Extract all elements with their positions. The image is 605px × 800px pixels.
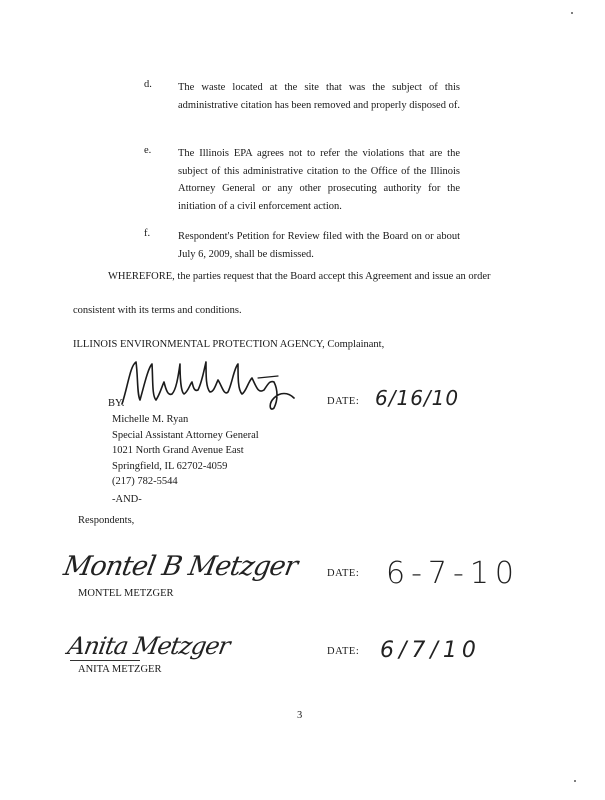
item-d-text: The waste located at the site that was the subject of this administrative citation has been removed and properly disposed of. <box>178 82 460 111</box>
and-label: -AND- <box>112 494 142 505</box>
item-f-text: Respondent's Petition for Review filed with the Board on or about July 6, 2009, shall be dismissed. <box>178 231 460 260</box>
montel-name: MONTEL METZGER <box>78 588 174 599</box>
item-f-letter: f. <box>144 228 151 239</box>
wherefore-line-2: consistent with its terms and conditions. <box>73 305 242 316</box>
montel-date-label: DATE: <box>327 568 360 579</box>
signer-phone: (217) 782-5544 <box>112 476 178 487</box>
by-label: BY: <box>108 398 125 409</box>
scan-speck <box>574 780 576 782</box>
complainant-date-label: DATE: <box>327 396 360 407</box>
complainant-date-handwritten: 6/16/10 <box>375 386 460 410</box>
montel-signature: Montel B Metzger <box>61 551 300 582</box>
complainant-contact-block <box>112 412 259 490</box>
signer-name: Michelle M. Ryan <box>112 414 189 425</box>
page-number: 3 <box>297 710 303 721</box>
item-e-text: The Illinois EPA agrees not to refer the violations that are the subject of this administrative citation to the Office of the Illinois Attorney General or any other prosecuting authority for the initiation of a civil enforcement action. <box>178 148 460 212</box>
wherefore-line-1: WHEREFORE, the parties request that the Board accept this Agreement and issue an order <box>108 271 491 282</box>
anita-signature: Anita Metzger <box>65 632 232 660</box>
item-e-letter: e. <box>144 145 152 156</box>
complainant-signature-icon <box>118 356 328 414</box>
complainant-heading: ILLINOIS ENVIRONMENTAL PROTECTION AGENCY, Complainant, <box>73 339 385 350</box>
respondents-label: Respondents, <box>78 515 135 526</box>
scan-speck <box>571 12 573 14</box>
anita-date-label: DATE: <box>327 646 360 657</box>
signer-address-1: 1021 North Grand Avenue East <box>112 445 244 456</box>
montel-date-handwritten: 6-7-10 <box>386 556 520 591</box>
anita-name: ANITA METZGER <box>78 664 162 675</box>
signer-address-2: Springfield, IL 62702-4059 <box>112 460 228 472</box>
anita-date-handwritten: 6/7/10 <box>380 638 481 663</box>
item-d-letter: d. <box>144 79 152 90</box>
signer-title: Special Assistant Attorney General <box>112 429 259 441</box>
